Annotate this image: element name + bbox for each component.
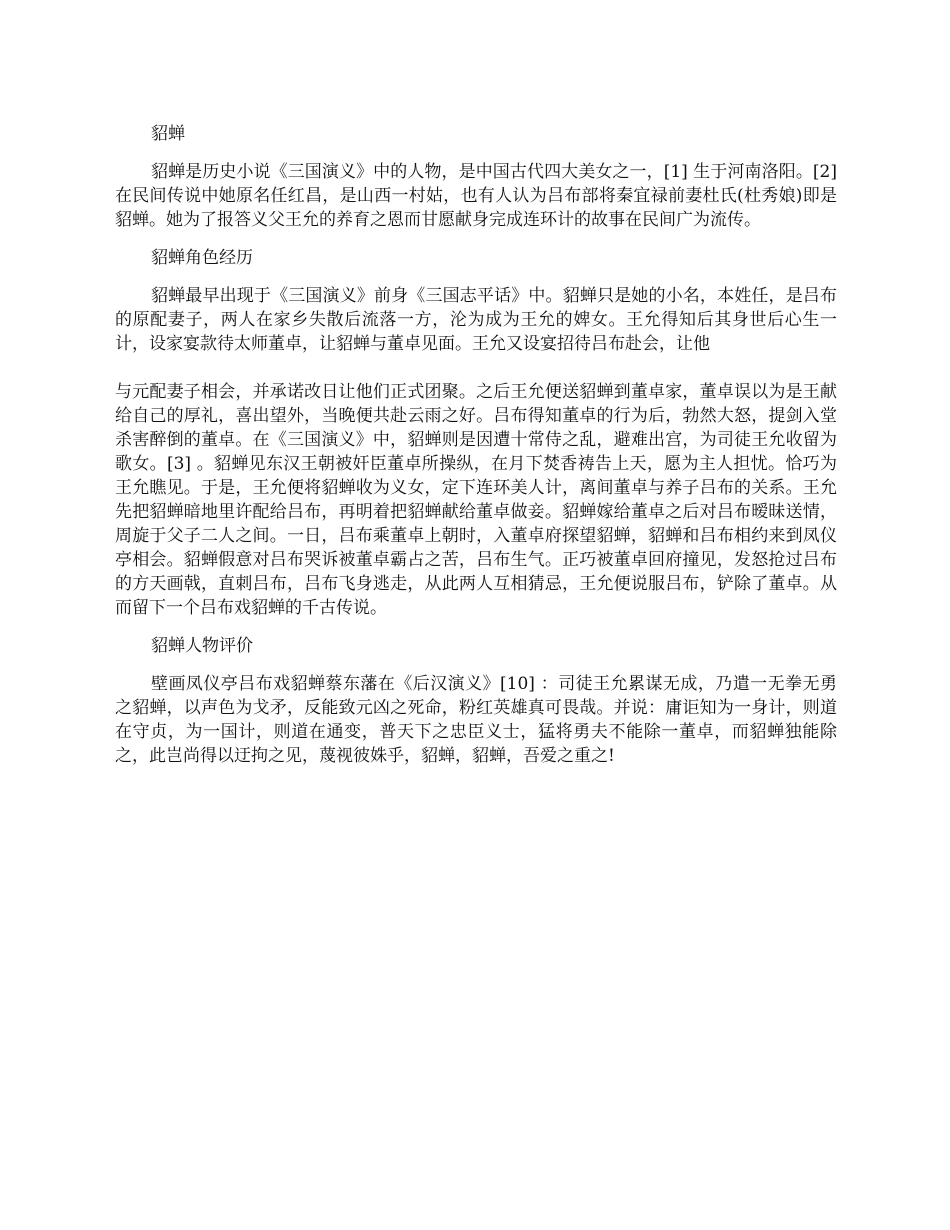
- section-heading-experience: 貂蝉角色经历: [151, 248, 253, 268]
- section-heading-evaluation: 貂蝉人物评价: [151, 636, 253, 656]
- document-title: 貂蝉: [151, 124, 185, 144]
- document-page: [115, 122, 837, 782]
- evaluation-paragraph: 壁画凤仪亭吕布戏貂蝉蔡东藩在《后汉演义》[10] ：司徒王允累谋无成，乃遣一无拳无勇之貂蝉，以声色为戈矛，反能致元凶之死命，粉红英雄真可畏哉。并说：庸讵知为一身计，则道在守贞，为一国计，则道在通变，普天下之忠臣义士，猛将勇夫不能除一董卓，而貂蝉独能除之，此岂尚得以迂拘之见，蔑视彼姝乎，貂蝉，貂蝉，吾爱之重之!: [115, 674, 837, 766]
- experience-paragraph-1: 貂蝉最早出现于《三国演义》前身《三国志平话》中。貂蝉只是她的小名，本姓任，是吕布的原配妻子，两人在家乡失散后流落一方，沦为成为王允的婢女。王允得知后其身世后心生一计，设家宴款待太师董卓，让貂蝉与董卓见面。王允又设宴招待吕布赴会，让他: [115, 286, 837, 354]
- intro-paragraph: 貂蝉是历史小说《三国演义》中的人物，是中国古代四大美女之一，[1] 生于河南洛阳。[2] 在民间传说中她原名任红昌，是山西一村姑，也有人认为吕布部将秦宜禄前妻杜氏(杜秀娘)即是貂蝉。她为了报答义父王允的养育之恩而甘愿献身完成连环计的故事在民间广为流传。: [115, 162, 837, 230]
- experience-paragraph-2: 与元配妻子相会，并承诺改日让他们正式团聚。之后王允便送貂蝉到董卓家，董卓误以为是王献给自己的厚礼，喜出望外，当晚便共赴云雨之好。吕布得知董卓的行为后，勃然大怒，提剑入堂杀害醉倒的董卓。在《三国演义》中，貂蝉则是因遭十常侍之乱，避难出宫，为司徒王允收留为歌女。[3] 。貂蝉见东汉王朝被奸臣董卓所操纵，在月下焚香祷告上天，愿为主人担忧。恰巧为王允瞧见。于是，王允便将貂蝉收为义女，定下连环美人计，离间董卓与养子吕布的关系。王允先把貂蝉暗地里许配给吕布，再明着把貂蝉献给董卓做妾。貂蝉嫁给董卓之后对吕布暧昧送情，周旋于父子二人之间。一日，吕布乘董卓上朝时，入董卓府探望貂蝉，貂蝉和吕布相约来到凤仪亭相会。貂蝉假意对吕布哭诉被董卓霸占之苦，吕布生气。正巧被董卓回府撞见，发怒抢过吕布的方天画戟，直刺吕布，吕布飞身逃走，从此两人互相猜忌，王允便说服吕布，铲除了董卓。从而留下一个吕布戏貂蝉的千古传说。: [115, 382, 837, 618]
